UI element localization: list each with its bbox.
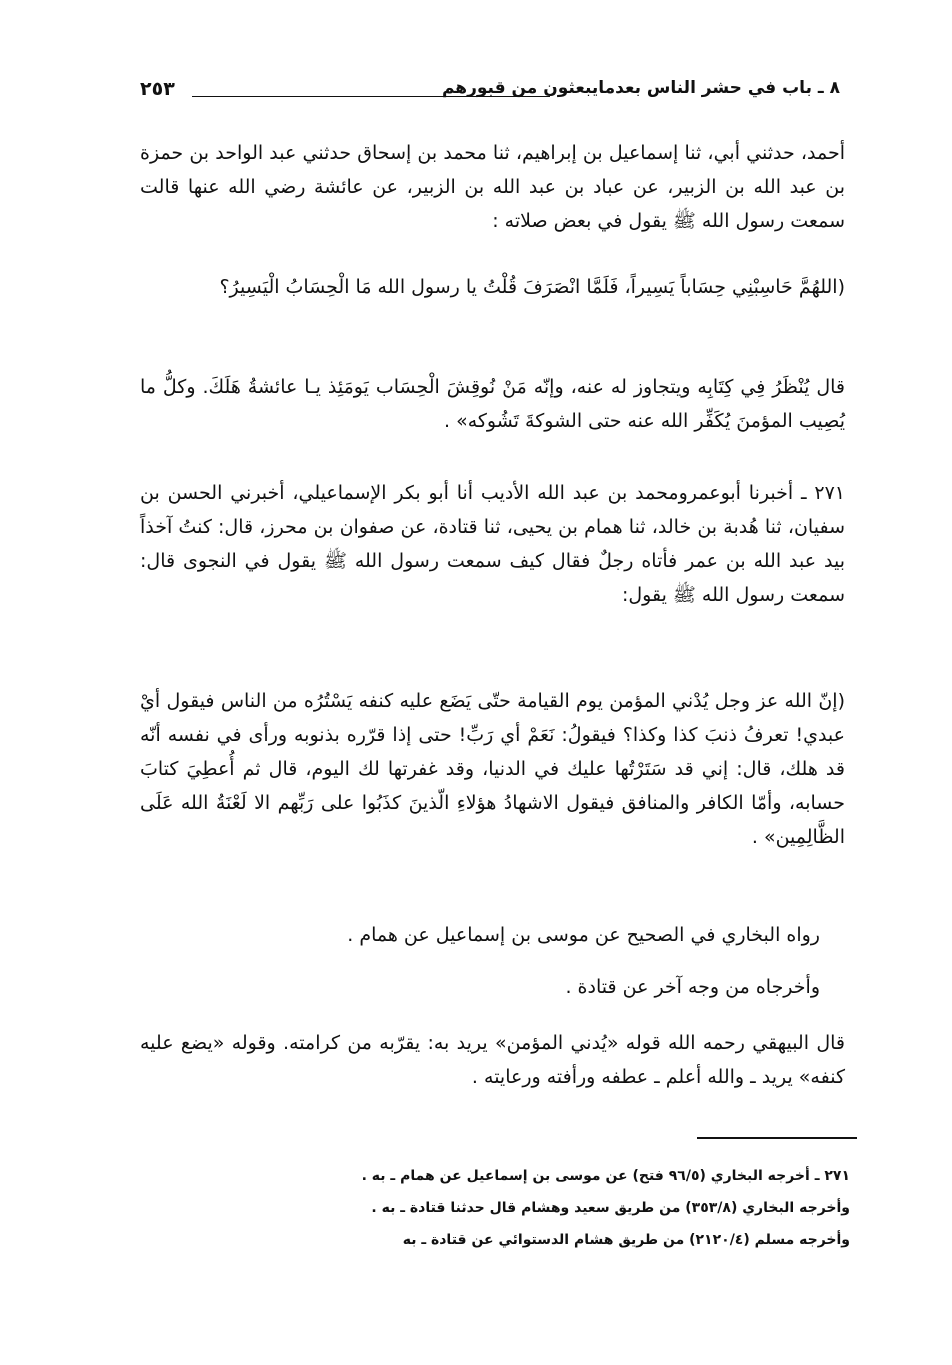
paragraph-hadith-answer	[140, 370, 845, 438]
footnote: ٢٧١ ـ أخرجه البخاري (٩٦/٥ فتح) عن موسى بن إسماعيل عن همام ـ به .	[361, 1168, 850, 1184]
paragraph: وأخرجاه من وجه آخر عن قتادة .	[565, 976, 820, 998]
page-number: ٢٥٣	[140, 78, 175, 100]
paragraph: قال يُنْظَرُ فِي كِتَابِه ويتجاوز له عنه، وإنّه مَنْ نُوقِشَ الْحِسَاب يَومَئِذ يـا عائشةُ هَلَكَ. وكلُّ ما يُصِيب المؤمنَ يُكَفِّر الله عنه حتى الشوكةَ تَشُوكه» .	[140, 376, 845, 432]
paragraph-other-route	[140, 970, 820, 1004]
paragraph: أحمد، حدثني أبي، ثنا إسماعيل بن إبراهيم، ثنا محمد بن إسحاق حدثني عبد الواحد بن حمزة بن عبد الله بن الزبير، عن عباد بن عبد الله بن الزبير، عن عائشة رضي الله عنها قالت سمعت رسول الله ﷺ يقول في بعض صلاته :	[140, 142, 845, 232]
paragraph: (اللهُمَّ حَاسِبْنِي حِسَاباً يَسِيراً، فَلَمَّا انْصَرَفَ قُلْتُ يا رسول الله مَا الْحِسَابُ الْيَسِيرُ؟	[219, 276, 845, 298]
paragraph-hadith-271-text	[140, 684, 845, 854]
paragraph-isnad-aisha	[140, 136, 845, 238]
running-header	[140, 78, 840, 112]
paragraph-bayhaqi-comment	[140, 1026, 845, 1094]
footnote: وأخرجه مسلم (٢١٢٠/٤) من طريق هشام الدستوائي عن قتادة ـ به	[402, 1232, 850, 1248]
paragraph: ٢٧١ ـ أخبرنا أبوعمرومحمد بن عبد الله الأديب أنا أبو بكر الإسماعيلي، أخبرني الحسن بن سفيان، ثنا هُدبة بن خالد، ثنا همام بن يحيى، ثنا قتادة، عن صفوان بن محرز، قال: كنتُ آخذاً بيد عبد الله بن عمر فأتاه رجلٌ فقال كيف سمعت رسول الله ﷺ يقول في النجوى قال: سمعت رسول الله ﷺ يقول:	[140, 482, 845, 606]
chapter-title: ٨ ـ باب في حشر الناس بعدمايبعثون من قبورهم	[441, 78, 840, 98]
paragraph: (إنّ الله عز وجل يُدْني المؤمن يوم القيامة حتّى يَضَع عليه كنفه يَسْتُرُه من الناس فيقول أيْ عبدي! تعرفُ ذنبَ كذا وكذا؟ فيقولُ: نَعَمْ أي رَبِّ! حتى إذا قرّره بذنوبه ورأى في نفسه أنّه قد هلك، قال: إني قد سَتَرْتُها عليك في الدنيا، وقد غفرتها لك اليوم، قال ثم أُعطِيَ كتابَ حسابه، وأمّا الكافر والمنافق فيقول الاشهادُ هؤلاءِ الّذينَ كذَبُوا على رَبِّهم الا لَعْنَةُ الله عَلَى الظَّالِمِين» .	[140, 690, 845, 848]
paragraph: رواه البخاري في الصحيح عن موسى بن إسماعيل عن همام .	[347, 924, 820, 946]
footnote-separator	[697, 1137, 857, 1139]
header-rule	[192, 96, 550, 97]
footnotes	[160, 1160, 850, 1256]
paragraph-bukhari-note	[140, 918, 820, 952]
paragraph-hadith-dua	[140, 270, 845, 304]
paragraph-hadith-271-isnad	[140, 476, 845, 612]
paragraph: قال البيهقي رحمه الله قوله «يُدني المؤمن» يريد به: يقرّبه من كرامته. وقوله «يضع عليه كنفه» يريد ـ والله أعلم ـ عطفه ورأفته ورعايته .	[140, 1032, 845, 1088]
footnote: وأخرجه البخاري (٣٥٣/٨) من طريق سعيد وهشام قال حدثنا قتادة ـ به .	[371, 1200, 850, 1216]
